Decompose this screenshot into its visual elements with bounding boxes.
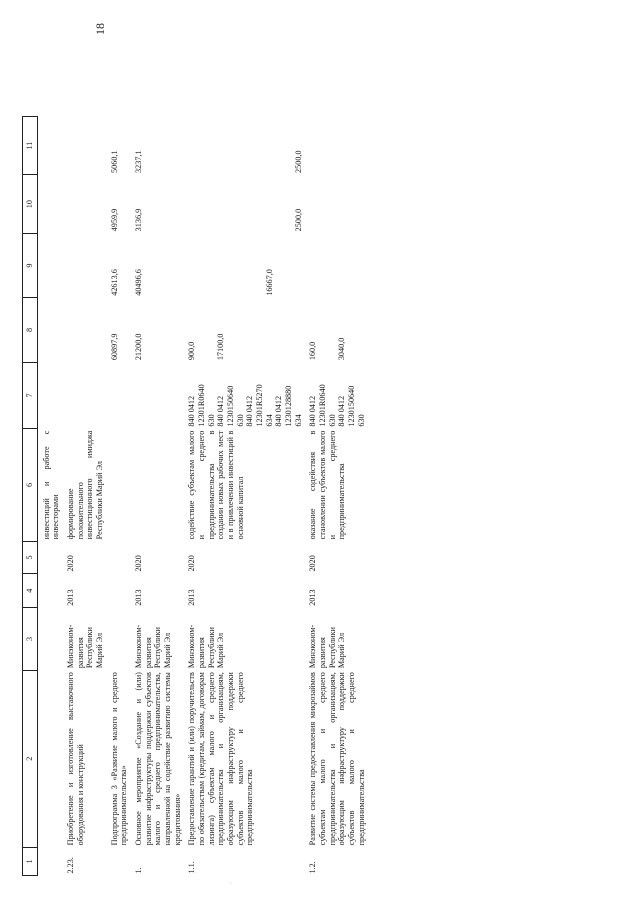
table-cell-c10 — [106, 175, 130, 233]
table-row — [37, 117, 62, 876]
cell-line — [197, 177, 207, 231]
cell-text: 2013 — [187, 589, 197, 606]
cell-line — [207, 235, 217, 295]
column-header: 9 — [23, 233, 38, 297]
table-cell-c4 — [62, 574, 106, 608]
cell-text: 1. — [134, 867, 144, 874]
cell-line — [236, 177, 246, 231]
cell-line: 12301R0640 — [318, 384, 328, 427]
table-cell-c5 — [62, 541, 106, 573]
cell-line — [274, 119, 284, 173]
cell-text: Приобретение и изготовление выставочного оборудования и конструкций — [66, 672, 85, 846]
table-cell-c4 — [130, 574, 183, 608]
table-cell-c9 — [106, 233, 130, 297]
cell-line — [328, 300, 338, 360]
cell-text: оказание содействия в становлении субъектов малого и среднего предпринимательства — [308, 430, 347, 540]
table-cell-c2 — [183, 670, 304, 847]
cell-text: Предоставление гарантий и (или) поручительств по обязательствам (кредитам, займам, договорам лизинга) субъектам малого и среднего предпринимательства и организациям, образующим инфраструктуру поддержки субъектов малого и среднего предпринимательства — [187, 672, 255, 846]
cell-line: 840 0412 — [274, 395, 284, 427]
page-number: 18 — [93, 23, 107, 35]
column-header: 6 — [23, 429, 38, 542]
cell-text: 2020 — [187, 555, 197, 572]
table-cell-c7 — [106, 362, 130, 428]
rotated-page-content — [22, 116, 547, 876]
table-cell-c7 — [304, 362, 367, 428]
cell-text: 21200,0 — [134, 333, 144, 361]
cell-line — [245, 177, 255, 231]
cell-line: 840 0412 — [308, 395, 318, 427]
cell-text: содействие субъектам малого и среднего предпринимательства в создании новых рабочих мест и в привлечении инвестиций в основной капитал — [187, 430, 245, 540]
column-header: 4 — [23, 574, 38, 608]
cell-line: 900,0 — [187, 341, 197, 361]
cell-line — [187, 119, 197, 173]
cell-text: 42613,6 — [109, 269, 119, 296]
table-cell-c3 — [62, 608, 106, 670]
cell-line — [207, 119, 217, 173]
table-cell-c9 — [304, 233, 367, 297]
table-cell-c5 — [304, 541, 367, 573]
table-cell-c8 — [37, 298, 62, 362]
table-row — [130, 117, 183, 876]
cell-text: Минэконом-развития Республики Марий Эл — [134, 624, 173, 669]
table-cell-c7 — [130, 362, 183, 428]
table-cell-c6 — [130, 429, 183, 542]
cell-text: 2013 — [308, 589, 318, 606]
table-cell-c8 — [130, 298, 183, 362]
column-header: 8 — [23, 298, 38, 362]
table-cell-c11 — [106, 117, 130, 175]
cell-line — [294, 300, 304, 360]
cell-text: инвестиций и работе с инвесторами — [41, 430, 61, 540]
cell-line — [357, 300, 367, 360]
cell-line — [255, 119, 265, 173]
table-cell-c11 — [183, 117, 304, 175]
table-cell-c8 — [304, 298, 367, 362]
cell-line — [284, 177, 294, 231]
table-cell-c7 — [37, 362, 62, 428]
table-cell-c9 — [130, 233, 183, 297]
column-header: 5 — [23, 541, 38, 573]
table-cell-c9 — [183, 233, 304, 297]
cell-text: 4959,9 — [109, 208, 119, 232]
table-cell-c2 — [106, 670, 130, 847]
cell-line: 840 0412 — [337, 395, 347, 427]
cell-line — [294, 235, 304, 295]
column-header: 3 — [23, 608, 38, 670]
cell-text: Минэконом-развития Республики Марий Эл — [308, 624, 347, 669]
cell-line — [245, 235, 255, 295]
cell-line — [226, 235, 236, 295]
table-cell-c3 — [106, 608, 130, 670]
cell-text: 5060,1 — [109, 150, 119, 173]
cell-line: 634 — [264, 414, 274, 427]
cell-text: 2013 — [66, 589, 76, 606]
cell-line: 160,0 — [308, 341, 318, 361]
table-cell-c10 — [130, 175, 183, 233]
table-cell-c2 — [37, 670, 62, 847]
table-header-row — [23, 117, 38, 876]
column-header: 7 — [23, 362, 38, 428]
cell-text: Минэконом-развития Республики Марий Эл — [187, 624, 226, 669]
table-row — [106, 117, 130, 876]
cell-line: 630 — [356, 414, 366, 427]
cell-text: 2013 — [134, 589, 144, 606]
table-cell-c6 — [106, 429, 130, 542]
cell-line — [187, 177, 197, 231]
cell-line — [284, 119, 294, 173]
cell-line — [236, 300, 246, 360]
cell-line: 17100,0 — [216, 333, 226, 361]
cell-text: 3237,1 — [134, 150, 144, 173]
cell-line: 16667,0 — [264, 269, 274, 296]
table-cell-c2 — [130, 670, 183, 847]
cell-line — [274, 300, 284, 360]
cell-line — [216, 177, 226, 231]
table-cell-c4 — [37, 574, 62, 608]
cell-line — [226, 300, 236, 360]
table-cell-c4 — [304, 574, 367, 608]
cell-line — [265, 177, 275, 231]
cell-line — [236, 119, 246, 173]
cell-line: 630 — [235, 414, 245, 427]
cell-line — [245, 300, 255, 360]
column-header: 10 — [23, 175, 38, 233]
cell-line — [216, 235, 226, 295]
cell-line — [265, 300, 275, 360]
table-cell-c11 — [304, 117, 367, 175]
cell-line: 840 0412 — [216, 395, 226, 427]
table-cell-c5 — [183, 541, 304, 573]
table-cell-c3 — [304, 608, 367, 670]
cell-line: 634 — [293, 414, 303, 427]
cell-line — [197, 235, 207, 295]
cell-line — [318, 300, 328, 360]
table-cell-c1 — [37, 847, 62, 875]
table-cell-c6 — [37, 429, 62, 542]
column-header: 11 — [23, 117, 38, 175]
table-cell-c3 — [130, 608, 183, 670]
cell-line — [255, 300, 265, 360]
cell-line: 1230128880 — [284, 385, 294, 427]
column-header: 2 — [23, 670, 38, 847]
cell-line — [216, 119, 226, 173]
cell-line: 1230150640 — [226, 385, 236, 427]
table-cell-c1 — [304, 847, 367, 875]
cell-text: 2020 — [308, 555, 318, 572]
table-cell-c7 — [183, 362, 304, 428]
cell-line — [197, 119, 207, 173]
table-cell-c6 — [183, 429, 304, 542]
cell-line — [207, 300, 217, 360]
cell-line — [274, 177, 284, 231]
budget-table — [22, 116, 368, 876]
cell-line — [284, 235, 294, 295]
table-cell-c10 — [62, 175, 106, 233]
cell-line — [197, 300, 207, 360]
table-cell-c9 — [62, 233, 106, 297]
table-cell-c1 — [62, 847, 106, 875]
table-cell-c8 — [106, 298, 130, 362]
table-cell-c1 — [106, 847, 130, 875]
table-row — [62, 117, 106, 876]
cell-line — [274, 235, 284, 295]
cell-text: формирование положительного инвестиционного имиджа Республики Марий Эл — [66, 430, 105, 540]
cell-line — [226, 119, 236, 173]
table-cell-c11 — [37, 117, 62, 175]
cell-text: Основное мероприятие «Создание и (или) развитие инфраструктуры поддержки субъектов малого и среднего предпринимательства, направленной на содействие развитию системы кредитования» — [134, 672, 182, 846]
cell-text: 60897,9 — [109, 333, 119, 361]
table-cell-c5 — [130, 541, 183, 573]
table-row — [304, 117, 367, 876]
table-row — [183, 117, 304, 876]
table-cell-c2 — [304, 670, 367, 847]
table-cell-c6 — [304, 429, 367, 542]
cell-line — [347, 300, 357, 360]
cell-line — [284, 300, 294, 360]
cell-line — [226, 177, 236, 231]
cell-text: 3136,9 — [134, 208, 144, 232]
table-cell-c5 — [37, 541, 62, 573]
table-cell-c10 — [183, 175, 304, 233]
cell-line — [255, 235, 265, 295]
table-cell-c7 — [62, 362, 106, 428]
cell-text: 2.23. — [66, 857, 76, 874]
table-cell-c5 — [106, 541, 130, 573]
scan-spot — [230, 882, 232, 884]
table-cell-c10 — [304, 175, 367, 233]
cell-line: 12301R5270 — [255, 384, 265, 427]
cell-line: 12301R0640 — [197, 384, 207, 427]
table-cell-c8 — [62, 298, 106, 362]
cell-line — [187, 235, 197, 295]
cell-text: 2020 — [134, 555, 144, 572]
cell-line — [255, 177, 265, 231]
cell-text: 40496,6 — [134, 269, 144, 296]
cell-line — [236, 235, 246, 295]
table-cell-c3 — [183, 608, 304, 670]
cell-line: 840 0412 — [245, 395, 255, 427]
table-cell-c2 — [62, 670, 106, 847]
table-cell-c6 — [62, 429, 106, 542]
table-cell-c1 — [130, 847, 183, 875]
cell-text: 1.2. — [308, 861, 318, 874]
table-cell-c9 — [37, 233, 62, 297]
cell-line: 1230150640 — [347, 385, 357, 427]
table-cell-c4 — [183, 574, 304, 608]
table-cell-c4 — [106, 574, 130, 608]
cell-line — [265, 119, 275, 173]
cell-line: 3040,0 — [337, 337, 347, 361]
table-cell-c11 — [62, 117, 106, 175]
cell-line — [207, 177, 217, 231]
table-cell-c3 — [37, 608, 62, 670]
cell-text: 1.1. — [187, 861, 197, 874]
cell-text: Подпрограмма 3 «Развитие малого и среднего предпринимательства» — [109, 672, 129, 846]
cell-line: 2500,0 — [293, 150, 303, 173]
cell-line: 630 — [206, 414, 216, 427]
cell-text: 2020 — [66, 555, 76, 572]
column-header: 1 — [23, 847, 38, 875]
cell-line: 840 0412 — [187, 395, 197, 427]
cell-line — [245, 119, 255, 173]
cell-text: Развитие системы предоставления микрозаймов субъектам малого и среднего предпринимательства и организациям, образующим инфраструктуру поддержки субъектов малого и среднего предпринимательства — [308, 672, 366, 846]
table-cell-c1 — [183, 847, 304, 875]
table-cell-c10 — [37, 175, 62, 233]
table-cell-c11 — [130, 117, 183, 175]
cell-line: 630 — [327, 414, 337, 427]
cell-text: Минэконом-развития Республики Марий Эл — [66, 624, 105, 669]
cell-line: 2500,0 — [293, 208, 303, 232]
table-cell-c8 — [183, 298, 304, 362]
